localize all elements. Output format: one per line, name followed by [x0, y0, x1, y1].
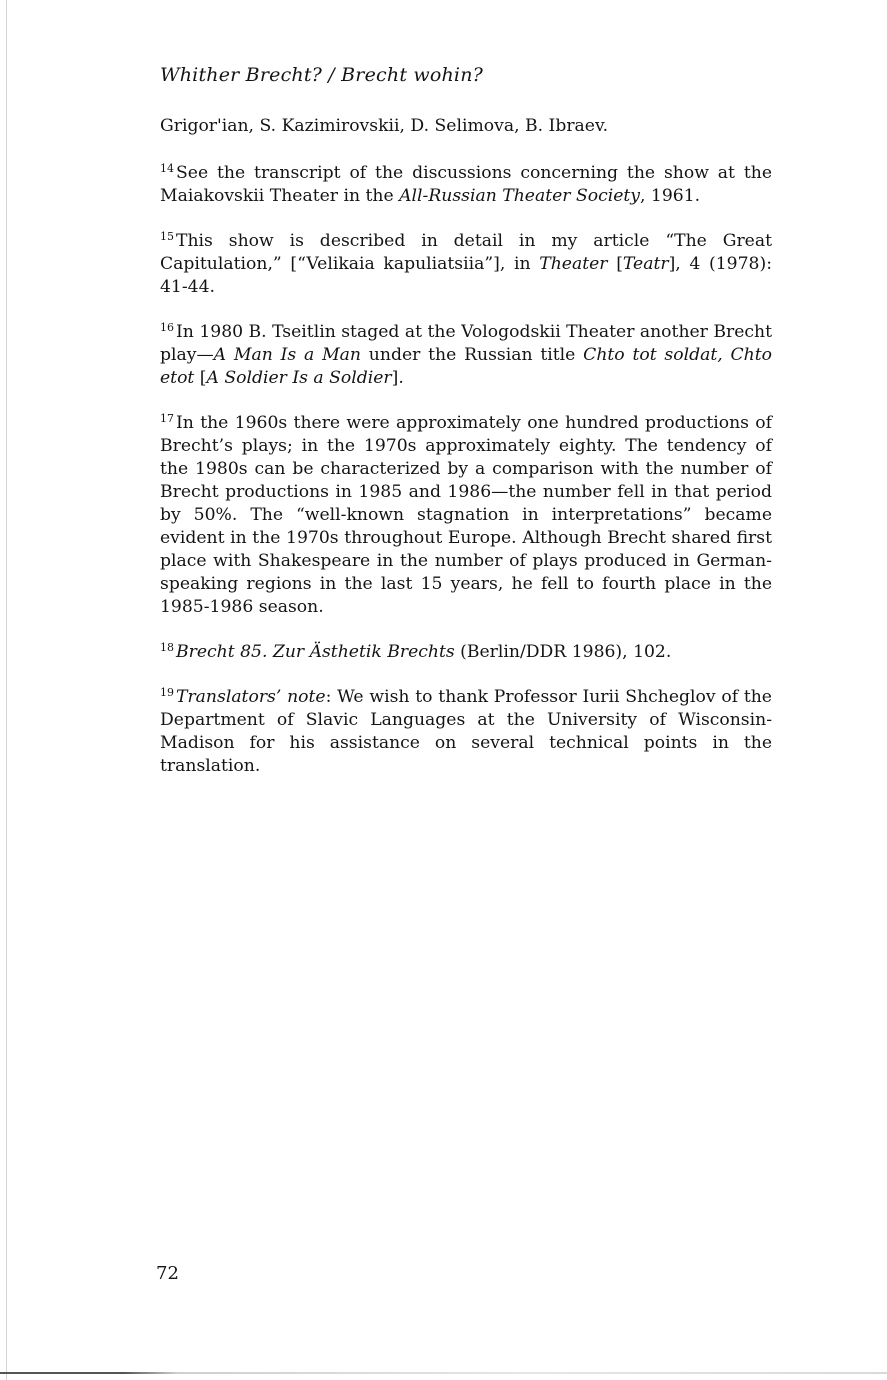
footnote-text: under the Russian title	[361, 345, 584, 365]
footnote-text: ], 4 (1978): 41-44.	[160, 254, 772, 297]
footnote-title: A Man Is a Man	[213, 345, 361, 365]
footnote-number: 18	[160, 641, 174, 654]
footnote-title: Teatr	[622, 254, 669, 274]
footnote-title: A Soldier Is a Soldier	[206, 368, 392, 388]
footnote-title: All-Russian Theater Society	[399, 186, 640, 206]
page-edge	[6, 0, 7, 1380]
footnote-title: Theater	[539, 254, 608, 274]
footnote-text: ].	[391, 368, 404, 388]
footnote-text: This show is described in detail in my article “The Great Capitulation,” [“Velikaia kapuliatsiia”], in	[160, 231, 772, 274]
footnote-text: [	[194, 368, 207, 388]
footnote-text: In the 1960s there were approximately one hundred productions of Brecht’s plays; in the 1970s approximately eighty. The tendency of the 1980s can be characterized by a comparison with the number of Brecht productions in 1985 and 1986—the number fell in that period by 50%. The “well-known stagnation in interpretations” became evident in the 1970s throughout Europe. Although Brecht shared first place with Shakespeare in the number of plays produced in German-speaking regions in the last 15 years, he fell to fourth place in the 1985-1986 season.	[160, 413, 772, 617]
footnote-number: 14	[160, 162, 174, 175]
footnote-number: 16	[160, 321, 174, 334]
footnote-title: Brecht 85. Zur Ästhetik Brechts	[176, 642, 455, 662]
footnote-15	[160, 230, 772, 299]
running-head: Whither Brecht? / Brecht wohin?	[160, 64, 484, 86]
footnote-16	[160, 321, 772, 390]
footnote-text: In 1980 B. Tseitlin staged at the Vologodskii Theater another Brecht play—	[160, 322, 772, 365]
footnote-label: Translators’ note	[176, 687, 326, 707]
footnote-text: : We wish to thank Professor Iurii Shcheglov of the Department of Slavic Languages at the University of Wisconsin-Madison for his assistance on several technical points in the translation.	[160, 687, 772, 776]
page-bottom-edge	[0, 1372, 887, 1374]
footnote-14	[160, 162, 772, 208]
footnote-text: (Berlin/DDR 1986), 102.	[454, 642, 672, 662]
page-number: 72	[156, 1263, 179, 1284]
footnote-text: See the transcript of the discussions concerning the show at the Maiakovskii Theater in the	[160, 163, 772, 206]
footnote-number: 15	[160, 230, 174, 243]
footnotes-body	[160, 115, 772, 800]
footnote-18	[160, 641, 772, 664]
footnote-number: 19	[160, 686, 174, 699]
footnote-title: Chto tot soldat, Chto etot	[160, 345, 772, 388]
footnote-17	[160, 412, 772, 619]
footnote-text: [	[607, 254, 623, 274]
footnote-number: 17	[160, 412, 174, 425]
footnote-text: , 1961.	[640, 186, 701, 206]
footnote-19	[160, 686, 772, 778]
continued-text: Grigor'ian, S. Kazimirovskii, D. Selimova, B. Ibraev.	[160, 116, 609, 136]
